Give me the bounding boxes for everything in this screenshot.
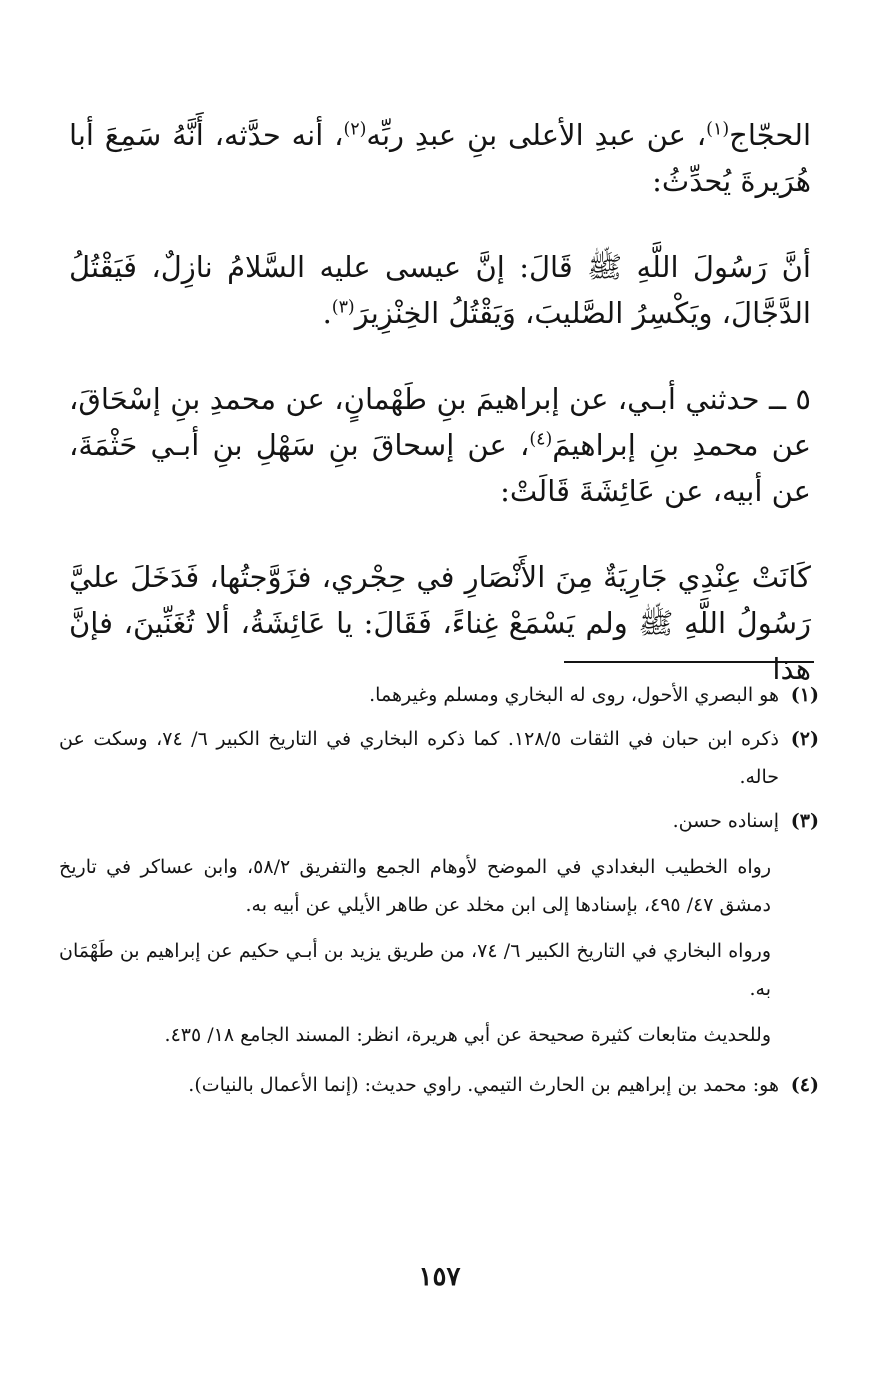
paragraph-2: [69, 244, 811, 336]
footnote-3-para-1: رواه الخطيب البغدادي في الموضح لأوهام الجمع والتفريق ٥٨/٢، وابن عساكر في تاريخ دمشق ٤٧/ ٤٩٥، بإسنادها إلى ابن مخلد عن طاهر الأيلي عن أبيه به.: [59, 856, 771, 916]
paragraph-3-text-2: ، عن إسحاقَ بنِ سَهْلِ بنِ أبـي حَثْمَةَ، عن أبيه، عن عَائِشَةَ قَالَتْ:: [69, 428, 811, 508]
footnote-2-number: (٢): [790, 728, 819, 750]
main-text: [69, 112, 811, 692]
footnote-1: [59, 676, 819, 714]
paragraph-1-text-3: ، أنه حدَّثه، أَنَّهُ سَمِعَ أبا هُرَيرةَ يُحدِّثُ:: [69, 118, 811, 198]
footnote-3-title: إسناده حسن.: [672, 810, 779, 832]
footnotes: [59, 676, 819, 1104]
paragraph-1: [69, 112, 811, 204]
footnote-4: [59, 1066, 819, 1104]
paragraph-2-text: أنَّ رَسُولَ اللَّهِ ﷺ قَالَ: إنَّ عيسى عليه السَّلامُ نازِلٌ، فَيَقْتُلُ الدَّجَّالَ، ويَكْسِرُ الصَّليبَ، وَيَقْتُلُ الخِنْزِيرَ: [69, 250, 811, 330]
page-number: ١٥٧: [418, 1262, 461, 1292]
footnote-4-text: هو: محمد بن إبراهيم بن الحارث التيمي. راوي حديث: (إنما الأعمال بالنيات).: [188, 1074, 779, 1096]
paragraph-3-text: ٥ ــ حدثني أبـي، عن إبراهيمَ بنِ طَهْمانٍ، عن محمدِ بنِ إسْحَاقَ، عن محمدِ بنِ إبراهيمَ: [69, 382, 812, 462]
footnote-1-number: (١): [790, 684, 819, 706]
footnote-4-number: (٤): [790, 1074, 819, 1096]
footnote-3-para-3: وللحديث متابعات كثيرة صحيحة عن أبي هريرة، انظر: المسند الجامع ١٨/ ٤٣٥.: [164, 1024, 771, 1046]
footnote-ref-2[interactable]: (٢): [343, 119, 367, 140]
paragraph-1-text-2: ، عن عبدِ الأعلى بنِ عبدِ ربِّه: [366, 118, 707, 152]
footnote-3-number: (٣): [790, 810, 819, 832]
paragraph-3: [69, 376, 811, 514]
footnote-ref-1[interactable]: (١): [706, 119, 730, 140]
footnote-ref-3[interactable]: (٣): [331, 297, 355, 318]
footnote-2: [59, 720, 819, 796]
footnote-divider: [564, 661, 814, 663]
paragraph-4: [69, 554, 811, 692]
footnote-1-text: هو البصري الأحول، روى له البخاري ومسلم وغيرهما.: [369, 684, 779, 706]
footnote-3-para-2: ورواه البخاري في التاريخ الكبير ٦/ ٧٤، من طريق يزيد بن أبـي حكيم عن إبراهيم بن طَهْمَان به.: [59, 940, 771, 1000]
paragraph-1-text: الحجّاج: [729, 118, 811, 152]
footnote-2-text: ذكره ابن حبان في الثقات ١٢٨/٥. كما ذكره البخاري في التاريخ الكبير ٦/ ٧٤، وسكت عن حاله.: [59, 728, 779, 788]
footnote-3: [59, 802, 819, 840]
paragraph-4-text: كَانَتْ عِنْدِي جَارِيَةٌ مِنَ الأَنْصَارِ في حِجْري، فزَوَّجتُها، فَدَخَلَ عليَّ رَسُولُ اللَّهِ ﷺ ولم يَسْمَعْ غِناءً، فَقَالَ: يا عَائِشَةُ، ألا تُغَنِّينَ، فإنَّ هذا: [69, 560, 811, 686]
paragraph-2-end: .: [322, 296, 332, 330]
footnote-ref-4[interactable]: (٤): [529, 429, 553, 450]
